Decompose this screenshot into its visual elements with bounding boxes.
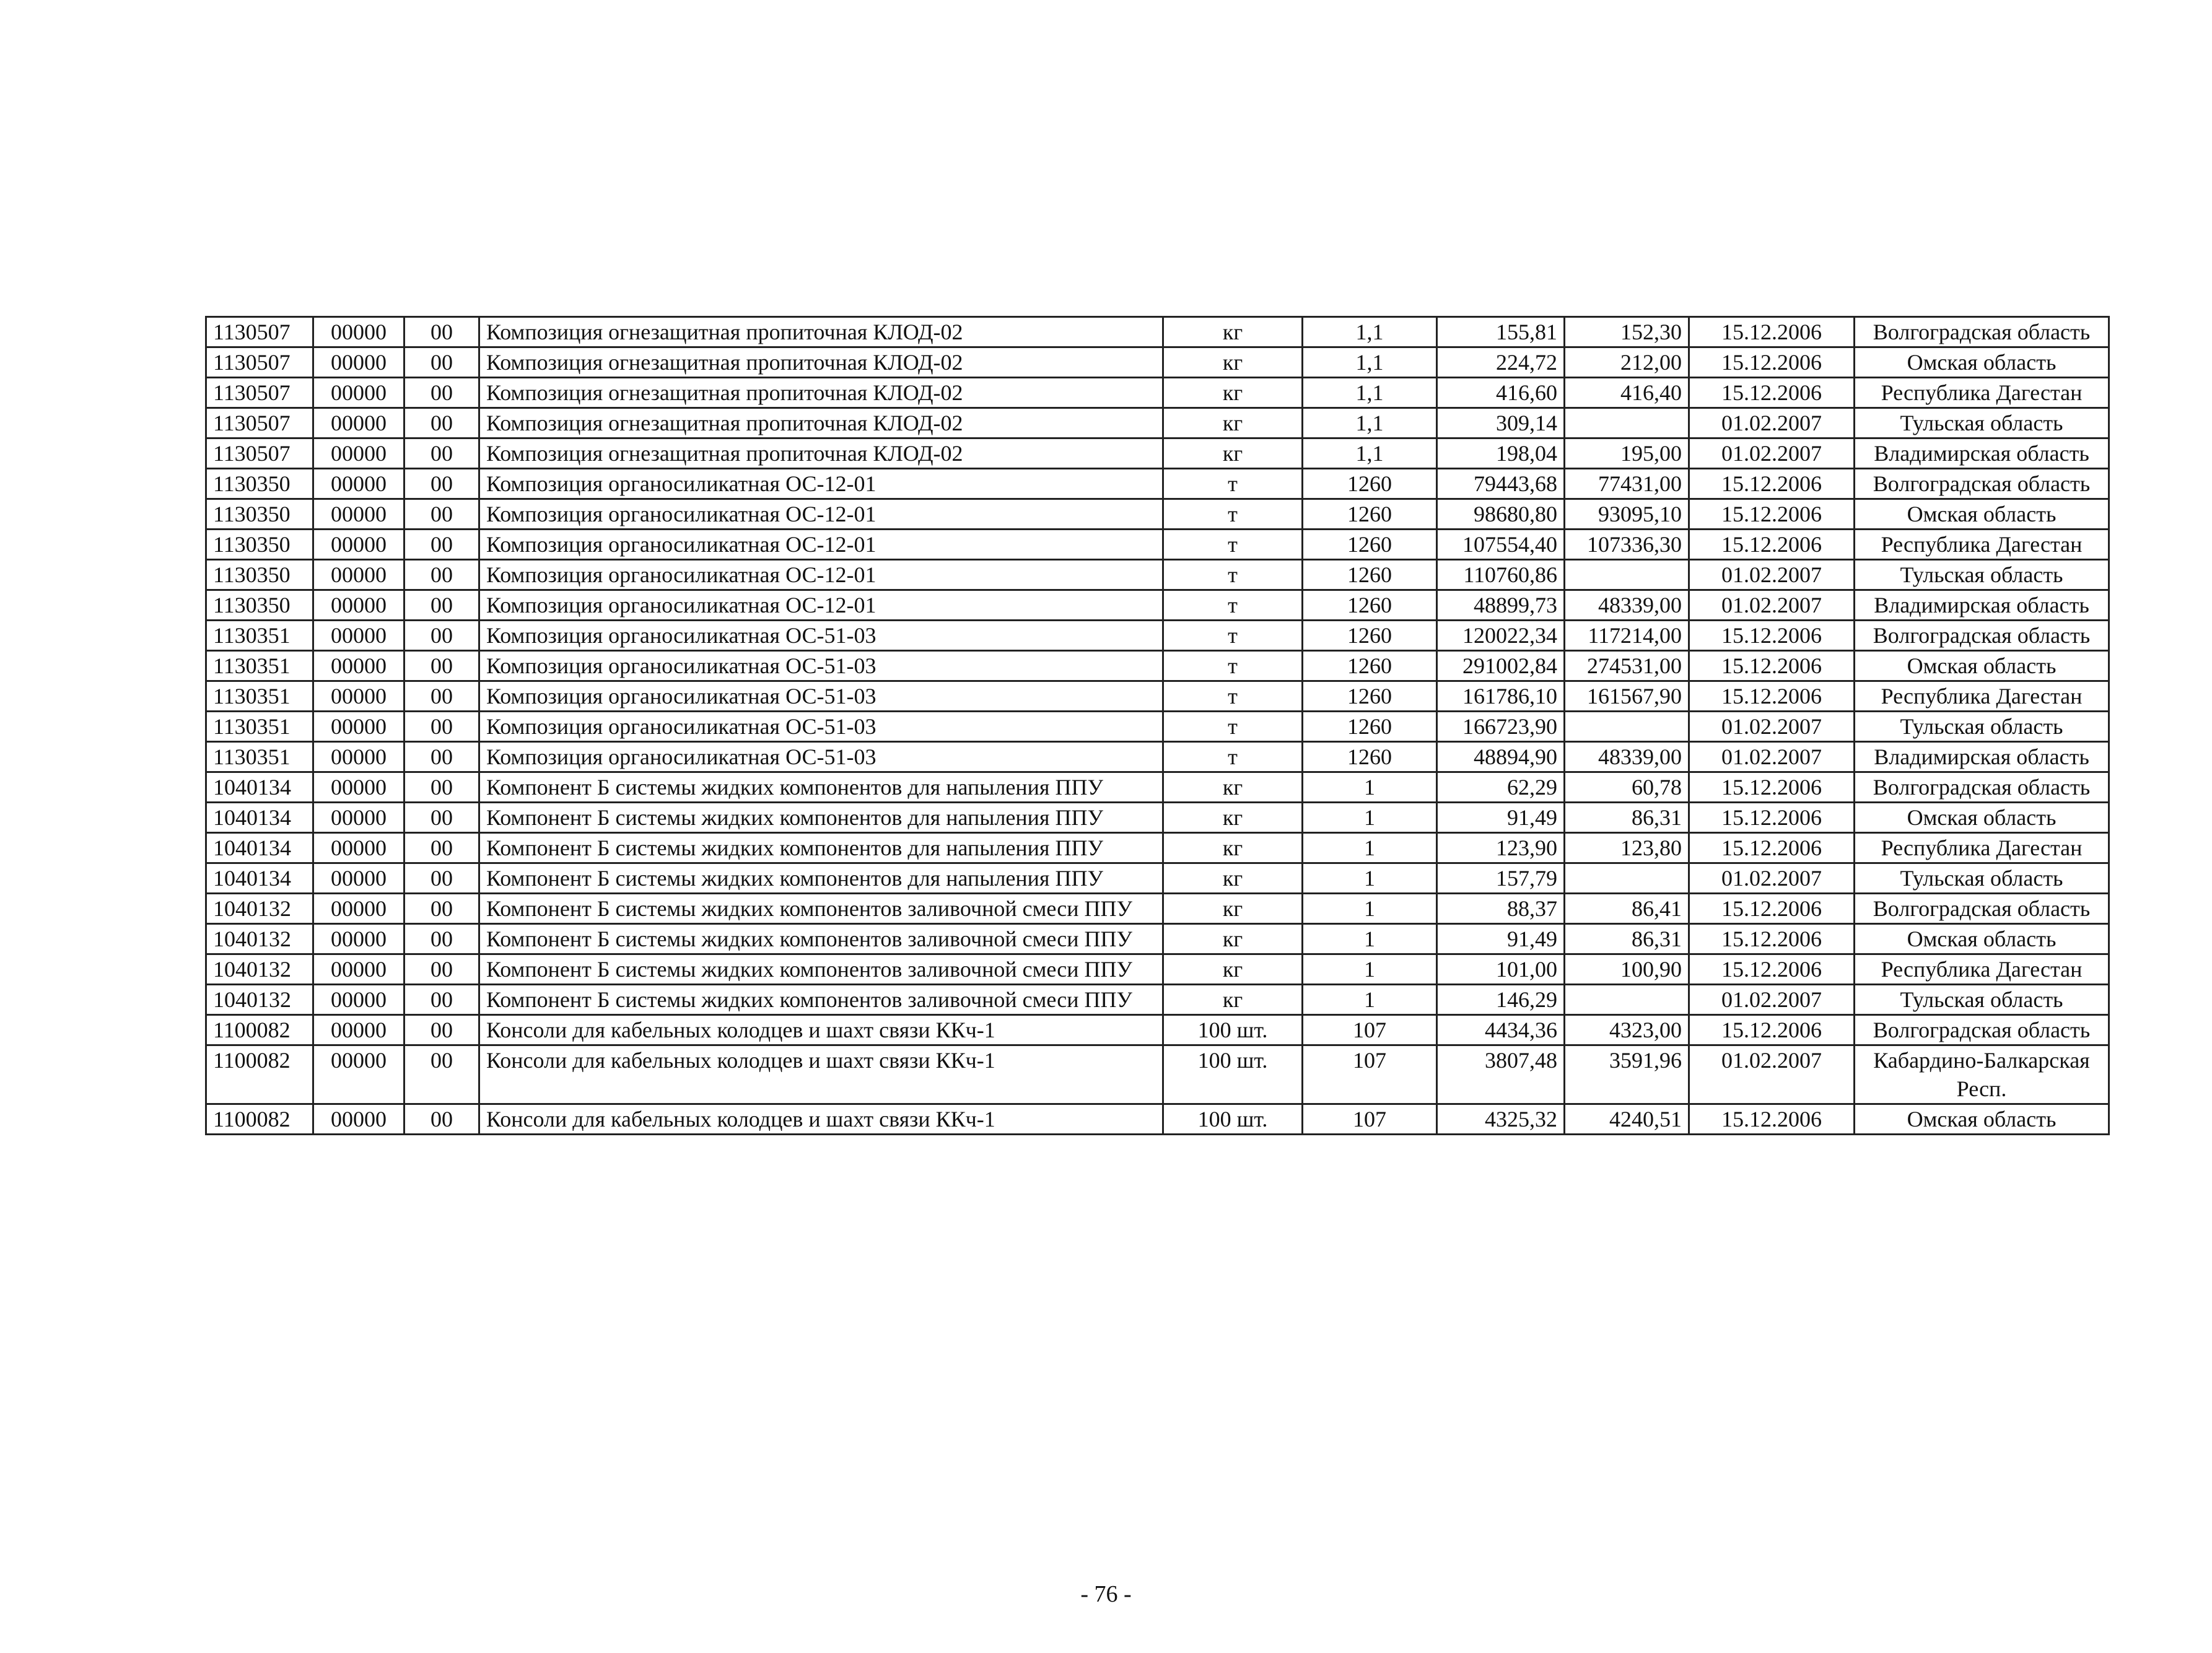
- region-cell: Тульская область: [1855, 863, 2109, 894]
- price-cell: 91,49: [1437, 924, 1565, 954]
- unit-cell: кг: [1163, 985, 1303, 1015]
- suffix-cell: 00: [404, 1045, 479, 1104]
- code-cell: 1100082: [206, 1104, 313, 1135]
- code-cell: 1040134: [206, 772, 313, 803]
- code-cell: 1130351: [206, 651, 313, 681]
- region-cell: Волгоградская область: [1855, 772, 2109, 803]
- suffix-cell: 00: [404, 651, 479, 681]
- table-row: [206, 681, 2109, 712]
- coefficient-cell: 107: [1303, 1104, 1437, 1135]
- table-row: [206, 772, 2109, 803]
- price-cell: 48899,73: [1437, 590, 1565, 621]
- subcode-cell: 00000: [313, 681, 404, 712]
- code-cell: 1130351: [206, 621, 313, 651]
- code-cell: 1130507: [206, 378, 313, 408]
- name-cell: Композиция огнезащитная пропиточная КЛОД-02: [479, 438, 1163, 469]
- date-cell: 01.02.2007: [1689, 712, 1855, 742]
- date-cell: 15.12.2006: [1689, 347, 1855, 378]
- subcode-cell: 00000: [313, 499, 404, 530]
- coefficient-cell: 1,1: [1303, 317, 1437, 347]
- unit-cell: кг: [1163, 347, 1303, 378]
- unit-cell: кг: [1163, 317, 1303, 347]
- price-alt-cell: 60,78: [1565, 772, 1689, 803]
- date-cell: 15.12.2006: [1689, 803, 1855, 833]
- name-cell: Композиция органосиликатная ОС-51-03: [479, 621, 1163, 651]
- coefficient-cell: 1260: [1303, 621, 1437, 651]
- name-cell: Компонент Б системы жидких компонентов заливочной смеси ППУ: [479, 954, 1163, 985]
- subcode-cell: 00000: [313, 317, 404, 347]
- suffix-cell: 00: [404, 621, 479, 651]
- suffix-cell: 00: [404, 1015, 479, 1045]
- suffix-cell: 00: [404, 347, 479, 378]
- table-row: [206, 742, 2109, 772]
- coefficient-cell: 1260: [1303, 499, 1437, 530]
- price-cell: 107554,40: [1437, 530, 1565, 560]
- coefficient-cell: 107: [1303, 1015, 1437, 1045]
- region-cell: Владимирская область: [1855, 590, 2109, 621]
- unit-cell: т: [1163, 499, 1303, 530]
- region-cell: Омская область: [1855, 651, 2109, 681]
- subcode-cell: 00000: [313, 438, 404, 469]
- suffix-cell: 00: [404, 954, 479, 985]
- region-cell: Волгоградская область: [1855, 621, 2109, 651]
- suffix-cell: 00: [404, 499, 479, 530]
- code-cell: 1130507: [206, 438, 313, 469]
- unit-cell: кг: [1163, 438, 1303, 469]
- subcode-cell: 00000: [313, 985, 404, 1015]
- price-alt-cell: 212,00: [1565, 347, 1689, 378]
- date-cell: 15.12.2006: [1689, 469, 1855, 499]
- name-cell: Компонент Б системы жидких компонентов для напыления ППУ: [479, 863, 1163, 894]
- coefficient-cell: 1260: [1303, 590, 1437, 621]
- unit-cell: т: [1163, 621, 1303, 651]
- table-row: [206, 833, 2109, 863]
- unit-cell: т: [1163, 560, 1303, 590]
- name-cell: Композиция органосиликатная ОС-12-01: [479, 590, 1163, 621]
- subcode-cell: 00000: [313, 1104, 404, 1135]
- code-cell: 1040134: [206, 833, 313, 863]
- coefficient-cell: 1260: [1303, 560, 1437, 590]
- name-cell: Компонент Б системы жидких компонентов для напыления ППУ: [479, 772, 1163, 803]
- coefficient-cell: 1260: [1303, 651, 1437, 681]
- coefficient-cell: 1: [1303, 924, 1437, 954]
- coefficient-cell: 1: [1303, 863, 1437, 894]
- price-alt-cell: 107336,30: [1565, 530, 1689, 560]
- suffix-cell: 00: [404, 894, 479, 924]
- name-cell: Консоли для кабельных колодцев и шахт связи ККч-1: [479, 1045, 1163, 1104]
- price-alt-cell: 117214,00: [1565, 621, 1689, 651]
- date-cell: 15.12.2006: [1689, 1104, 1855, 1135]
- region-cell: Кабардино-Балкарская Респ.: [1855, 1045, 2109, 1104]
- price-cell: 48894,90: [1437, 742, 1565, 772]
- price-cell: 123,90: [1437, 833, 1565, 863]
- price-cell: 198,04: [1437, 438, 1565, 469]
- page-number: - 76 -: [1080, 1581, 1132, 1607]
- region-cell: Тульская область: [1855, 408, 2109, 438]
- suffix-cell: 00: [404, 530, 479, 560]
- code-cell: 1130351: [206, 712, 313, 742]
- price-alt-cell: 48339,00: [1565, 590, 1689, 621]
- region-cell: Волгоградская область: [1855, 894, 2109, 924]
- suffix-cell: 00: [404, 712, 479, 742]
- name-cell: Компонент Б системы жидких компонентов заливочной смеси ППУ: [479, 924, 1163, 954]
- date-cell: 15.12.2006: [1689, 894, 1855, 924]
- unit-cell: кг: [1163, 408, 1303, 438]
- price-cell: 110760,86: [1437, 560, 1565, 590]
- code-cell: 1040134: [206, 803, 313, 833]
- table-row: [206, 499, 2109, 530]
- table-row: [206, 1104, 2109, 1135]
- code-cell: 1130507: [206, 408, 313, 438]
- region-cell: Владимирская область: [1855, 742, 2109, 772]
- price-cell: 101,00: [1437, 954, 1565, 985]
- price-cell: 157,79: [1437, 863, 1565, 894]
- name-cell: Композиция органосиликатная ОС-51-03: [479, 681, 1163, 712]
- suffix-cell: 00: [404, 833, 479, 863]
- code-cell: 1130350: [206, 499, 313, 530]
- name-cell: Компонент Б системы жидких компонентов заливочной смеси ППУ: [479, 985, 1163, 1015]
- name-cell: Консоли для кабельных колодцев и шахт связи ККч-1: [479, 1015, 1163, 1045]
- unit-cell: кг: [1163, 803, 1303, 833]
- code-cell: 1130507: [206, 347, 313, 378]
- subcode-cell: 00000: [313, 742, 404, 772]
- unit-cell: т: [1163, 712, 1303, 742]
- date-cell: 15.12.2006: [1689, 833, 1855, 863]
- code-cell: 1100082: [206, 1015, 313, 1045]
- price-alt-cell: 123,80: [1565, 833, 1689, 863]
- table-row: [206, 408, 2109, 438]
- table-row: [206, 469, 2109, 499]
- price-cell: 155,81: [1437, 317, 1565, 347]
- price-cell: 120022,34: [1437, 621, 1565, 651]
- suffix-cell: 00: [404, 378, 479, 408]
- suffix-cell: 00: [404, 681, 479, 712]
- date-cell: 15.12.2006: [1689, 621, 1855, 651]
- table-row: [206, 621, 2109, 651]
- code-cell: 1130351: [206, 742, 313, 772]
- price-alt-cell: 48339,00: [1565, 742, 1689, 772]
- coefficient-cell: 1,1: [1303, 347, 1437, 378]
- date-cell: 01.02.2007: [1689, 1045, 1855, 1104]
- subcode-cell: 00000: [313, 590, 404, 621]
- unit-cell: кг: [1163, 772, 1303, 803]
- subcode-cell: 00000: [313, 651, 404, 681]
- subcode-cell: 00000: [313, 833, 404, 863]
- suffix-cell: 00: [404, 772, 479, 803]
- date-cell: 15.12.2006: [1689, 954, 1855, 985]
- region-cell: Тульская область: [1855, 712, 2109, 742]
- table-row: [206, 954, 2109, 985]
- region-cell: Омская область: [1855, 924, 2109, 954]
- subcode-cell: 00000: [313, 560, 404, 590]
- price-cell: 146,29: [1437, 985, 1565, 1015]
- date-cell: 01.02.2007: [1689, 742, 1855, 772]
- subcode-cell: 00000: [313, 1015, 404, 1045]
- unit-cell: т: [1163, 530, 1303, 560]
- coefficient-cell: 1: [1303, 833, 1437, 863]
- suffix-cell: 00: [404, 560, 479, 590]
- coefficient-cell: 1: [1303, 894, 1437, 924]
- coefficient-cell: 1,1: [1303, 438, 1437, 469]
- unit-cell: кг: [1163, 894, 1303, 924]
- name-cell: Консоли для кабельных колодцев и шахт связи ККч-1: [479, 1104, 1163, 1135]
- unit-cell: т: [1163, 590, 1303, 621]
- price-alt-cell: 86,31: [1565, 803, 1689, 833]
- price-cell: 98680,80: [1437, 499, 1565, 530]
- date-cell: 15.12.2006: [1689, 924, 1855, 954]
- code-cell: 1040132: [206, 894, 313, 924]
- price-cell: 309,14: [1437, 408, 1565, 438]
- name-cell: Композиция органосиликатная ОС-12-01: [479, 499, 1163, 530]
- name-cell: Композиция огнезащитная пропиточная КЛОД-02: [479, 347, 1163, 378]
- price-cell: 79443,68: [1437, 469, 1565, 499]
- subcode-cell: 00000: [313, 924, 404, 954]
- region-cell: Тульская область: [1855, 560, 2109, 590]
- price-alt-cell: 86,41: [1565, 894, 1689, 924]
- table-row: [206, 651, 2109, 681]
- region-cell: Омская область: [1855, 499, 2109, 530]
- region-cell: Омская область: [1855, 803, 2109, 833]
- region-cell: Республика Дагестан: [1855, 378, 2109, 408]
- subcode-cell: 00000: [313, 378, 404, 408]
- subcode-cell: 00000: [313, 712, 404, 742]
- suffix-cell: 00: [404, 924, 479, 954]
- table-body: [206, 317, 2109, 1135]
- price-alt-cell: [1565, 712, 1689, 742]
- price-alt-cell: 77431,00: [1565, 469, 1689, 499]
- suffix-cell: 00: [404, 590, 479, 621]
- coefficient-cell: 107: [1303, 1045, 1437, 1104]
- table-row: [206, 590, 2109, 621]
- table-row: [206, 803, 2109, 833]
- price-table: [205, 316, 2110, 1135]
- date-cell: 01.02.2007: [1689, 590, 1855, 621]
- code-cell: 1040134: [206, 863, 313, 894]
- date-cell: 15.12.2006: [1689, 651, 1855, 681]
- unit-cell: кг: [1163, 954, 1303, 985]
- code-cell: 1100082: [206, 1045, 313, 1104]
- code-cell: 1130351: [206, 681, 313, 712]
- price-cell: 166723,90: [1437, 712, 1565, 742]
- table-row: [206, 712, 2109, 742]
- table-row: [206, 560, 2109, 590]
- coefficient-cell: 1260: [1303, 712, 1437, 742]
- price-alt-cell: 195,00: [1565, 438, 1689, 469]
- coefficient-cell: 1: [1303, 985, 1437, 1015]
- subcode-cell: 00000: [313, 408, 404, 438]
- name-cell: Композиция органосиликатная ОС-12-01: [479, 560, 1163, 590]
- price-cell: 4325,32: [1437, 1104, 1565, 1135]
- region-cell: Республика Дагестан: [1855, 833, 2109, 863]
- unit-cell: т: [1163, 469, 1303, 499]
- unit-cell: кг: [1163, 924, 1303, 954]
- price-cell: 224,72: [1437, 347, 1565, 378]
- code-cell: 1130350: [206, 530, 313, 560]
- date-cell: 15.12.2006: [1689, 317, 1855, 347]
- price-cell: 3807,48: [1437, 1045, 1565, 1104]
- price-alt-cell: [1565, 560, 1689, 590]
- price-alt-cell: 152,30: [1565, 317, 1689, 347]
- region-cell: Владимирская область: [1855, 438, 2109, 469]
- subcode-cell: 00000: [313, 894, 404, 924]
- region-cell: Омская область: [1855, 347, 2109, 378]
- subcode-cell: 00000: [313, 772, 404, 803]
- unit-cell: кг: [1163, 833, 1303, 863]
- subcode-cell: 00000: [313, 863, 404, 894]
- table-row: [206, 1015, 2109, 1045]
- name-cell: Композиция огнезащитная пропиточная КЛОД-02: [479, 408, 1163, 438]
- code-cell: 1040132: [206, 954, 313, 985]
- code-cell: 1130507: [206, 317, 313, 347]
- suffix-cell: 00: [404, 863, 479, 894]
- name-cell: Композиция органосиликатная ОС-51-03: [479, 712, 1163, 742]
- coefficient-cell: 1: [1303, 954, 1437, 985]
- price-alt-cell: [1565, 863, 1689, 894]
- subcode-cell: 00000: [313, 530, 404, 560]
- date-cell: 01.02.2007: [1689, 438, 1855, 469]
- region-cell: Республика Дагестан: [1855, 530, 2109, 560]
- region-cell: Тульская область: [1855, 985, 2109, 1015]
- coefficient-cell: 1: [1303, 803, 1437, 833]
- table-row: [206, 347, 2109, 378]
- table-row: [206, 438, 2109, 469]
- coefficient-cell: 1,1: [1303, 378, 1437, 408]
- name-cell: Композиция огнезащитная пропиточная КЛОД-02: [479, 317, 1163, 347]
- date-cell: 15.12.2006: [1689, 772, 1855, 803]
- table-row: [206, 863, 2109, 894]
- subcode-cell: 00000: [313, 803, 404, 833]
- price-alt-cell: 416,40: [1565, 378, 1689, 408]
- unit-cell: т: [1163, 742, 1303, 772]
- table-row: [206, 378, 2109, 408]
- region-cell: Волгоградская область: [1855, 469, 2109, 499]
- price-alt-cell: 274531,00: [1565, 651, 1689, 681]
- price-alt-cell: 4323,00: [1565, 1015, 1689, 1045]
- name-cell: Композиция органосиликатная ОС-51-03: [479, 651, 1163, 681]
- unit-cell: 100 шт.: [1163, 1045, 1303, 1104]
- coefficient-cell: 1: [1303, 772, 1437, 803]
- table-row: [206, 1045, 2109, 1104]
- subcode-cell: 00000: [313, 469, 404, 499]
- price-alt-cell: 3591,96: [1565, 1045, 1689, 1104]
- subcode-cell: 00000: [313, 347, 404, 378]
- subcode-cell: 00000: [313, 621, 404, 651]
- name-cell: Композиция органосиликатная ОС-12-01: [479, 469, 1163, 499]
- price-alt-cell: 4240,51: [1565, 1104, 1689, 1135]
- name-cell: Компонент Б системы жидких компонентов заливочной смеси ППУ: [479, 894, 1163, 924]
- price-cell: 4434,36: [1437, 1015, 1565, 1045]
- subcode-cell: 00000: [313, 954, 404, 985]
- table-row: [206, 530, 2109, 560]
- suffix-cell: 00: [404, 408, 479, 438]
- coefficient-cell: 1260: [1303, 742, 1437, 772]
- date-cell: 15.12.2006: [1689, 681, 1855, 712]
- date-cell: 15.12.2006: [1689, 499, 1855, 530]
- unit-cell: т: [1163, 681, 1303, 712]
- suffix-cell: 00: [404, 985, 479, 1015]
- table-row: [206, 985, 2109, 1015]
- price-alt-cell: 86,31: [1565, 924, 1689, 954]
- price-cell: 161786,10: [1437, 681, 1565, 712]
- suffix-cell: 00: [404, 742, 479, 772]
- date-cell: 01.02.2007: [1689, 985, 1855, 1015]
- code-cell: 1130350: [206, 560, 313, 590]
- name-cell: Композиция огнезащитная пропиточная КЛОД-02: [479, 378, 1163, 408]
- name-cell: Компонент Б системы жидких компонентов для напыления ППУ: [479, 803, 1163, 833]
- unit-cell: 100 шт.: [1163, 1015, 1303, 1045]
- region-cell: Волгоградская область: [1855, 317, 2109, 347]
- date-cell: 01.02.2007: [1689, 863, 1855, 894]
- suffix-cell: 00: [404, 469, 479, 499]
- suffix-cell: 00: [404, 438, 479, 469]
- code-cell: 1040132: [206, 985, 313, 1015]
- subcode-cell: 00000: [313, 1045, 404, 1104]
- suffix-cell: 00: [404, 1104, 479, 1135]
- name-cell: Композиция органосиликатная ОС-51-03: [479, 742, 1163, 772]
- date-cell: 01.02.2007: [1689, 408, 1855, 438]
- code-cell: 1130350: [206, 590, 313, 621]
- price-alt-cell: 161567,90: [1565, 681, 1689, 712]
- price-cell: 91,49: [1437, 803, 1565, 833]
- coefficient-cell: 1260: [1303, 530, 1437, 560]
- price-alt-cell: 100,90: [1565, 954, 1689, 985]
- price-alt-cell: [1565, 408, 1689, 438]
- name-cell: Композиция органосиликатная ОС-12-01: [479, 530, 1163, 560]
- price-alt-cell: 93095,10: [1565, 499, 1689, 530]
- code-cell: 1040132: [206, 924, 313, 954]
- coefficient-cell: 1,1: [1303, 408, 1437, 438]
- unit-cell: т: [1163, 651, 1303, 681]
- price-cell: 88,37: [1437, 894, 1565, 924]
- region-cell: Республика Дагестан: [1855, 681, 2109, 712]
- date-cell: 01.02.2007: [1689, 560, 1855, 590]
- unit-cell: кг: [1163, 378, 1303, 408]
- coefficient-cell: 1260: [1303, 681, 1437, 712]
- price-cell: 62,29: [1437, 772, 1565, 803]
- table-row: [206, 317, 2109, 347]
- code-cell: 1130350: [206, 469, 313, 499]
- table-row: [206, 894, 2109, 924]
- region-cell: Республика Дагестан: [1855, 954, 2109, 985]
- suffix-cell: 00: [404, 803, 479, 833]
- date-cell: 15.12.2006: [1689, 378, 1855, 408]
- name-cell: Компонент Б системы жидких компонентов для напыления ППУ: [479, 833, 1163, 863]
- date-cell: 15.12.2006: [1689, 530, 1855, 560]
- table-row: [206, 924, 2109, 954]
- price-alt-cell: [1565, 985, 1689, 1015]
- region-cell: Волгоградская область: [1855, 1015, 2109, 1045]
- price-cell: 291002,84: [1437, 651, 1565, 681]
- region-cell: Омская область: [1855, 1104, 2109, 1135]
- date-cell: 15.12.2006: [1689, 1015, 1855, 1045]
- unit-cell: кг: [1163, 863, 1303, 894]
- coefficient-cell: 1260: [1303, 469, 1437, 499]
- unit-cell: 100 шт.: [1163, 1104, 1303, 1135]
- suffix-cell: 00: [404, 317, 479, 347]
- price-cell: 416,60: [1437, 378, 1565, 408]
